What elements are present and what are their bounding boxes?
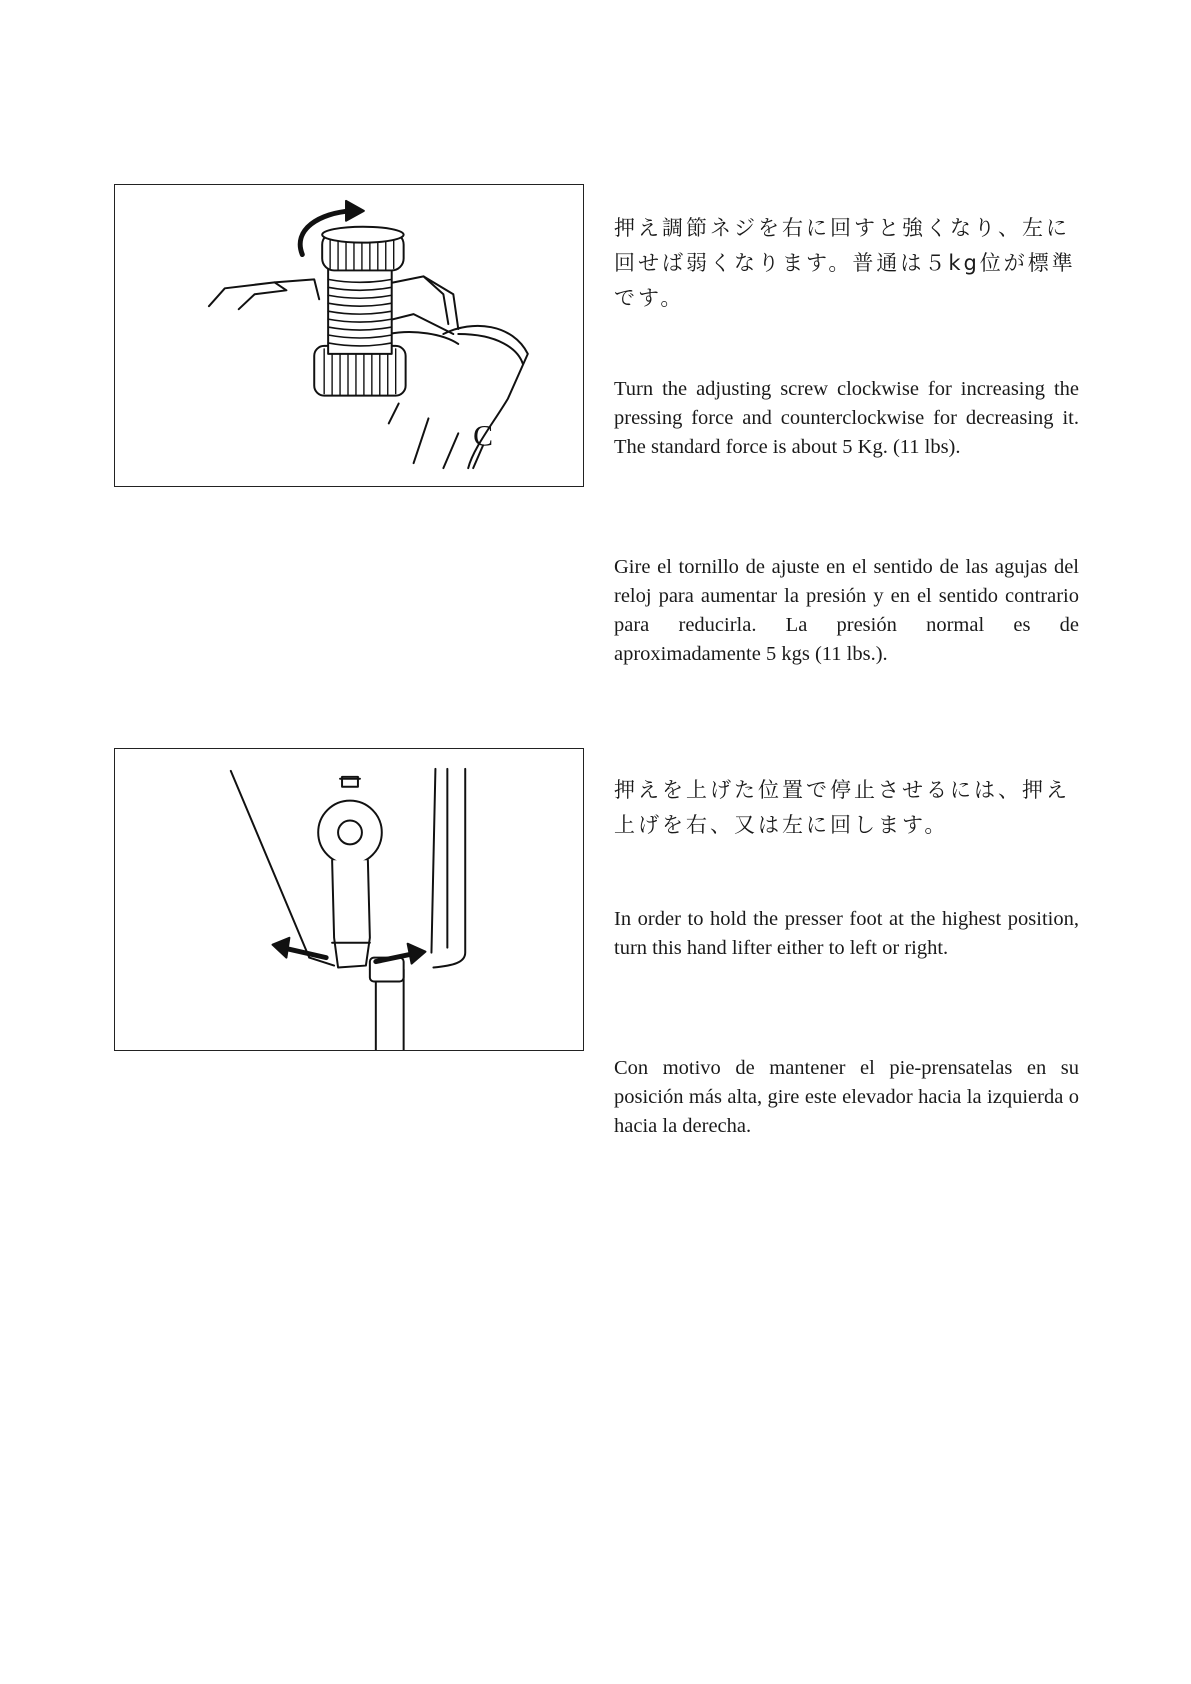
- instruction-english-1: Turn the adjusting screw clockwise for increasing the pressing force and counterclockwise for decreasing it. The standard force is about 5 Kg. (11 lbs).: [614, 378, 1079, 458]
- hand-lifter-figure: [114, 748, 584, 1051]
- adjusting-screw-figure: [114, 184, 584, 487]
- instruction-spanish-1: Gire el tornillo de ajuste en el sentido de las agujas del reloj para aumentar la presión y en el sentido contrario para reducirla. La presión normal es de aproximadamente 5 kgs (11 lbs.).: [614, 556, 1079, 665]
- figure-label-c: [473, 419, 493, 452]
- instruction-english-2: In order to hold the presser foot at the highest position, turn this hand lifter either to left or right.: [614, 908, 1079, 959]
- instruction-japanese-1: 押え調節ネジを右に回すと強くなり、左に回せば弱くなります。普通は５kg位が標準です。: [614, 216, 1076, 310]
- svg-text:C: C: [473, 419, 494, 453]
- instruction-spanish-2: Con motivo de mantener el pie-prensatelas en su posición más alta, gire este elevador hacia la izquierda o hacia la derecha.: [614, 1057, 1079, 1137]
- instruction-japanese-2: 押えを上げた位置で停止させるには、押え上げを右、又は左に回します。: [614, 778, 1070, 837]
